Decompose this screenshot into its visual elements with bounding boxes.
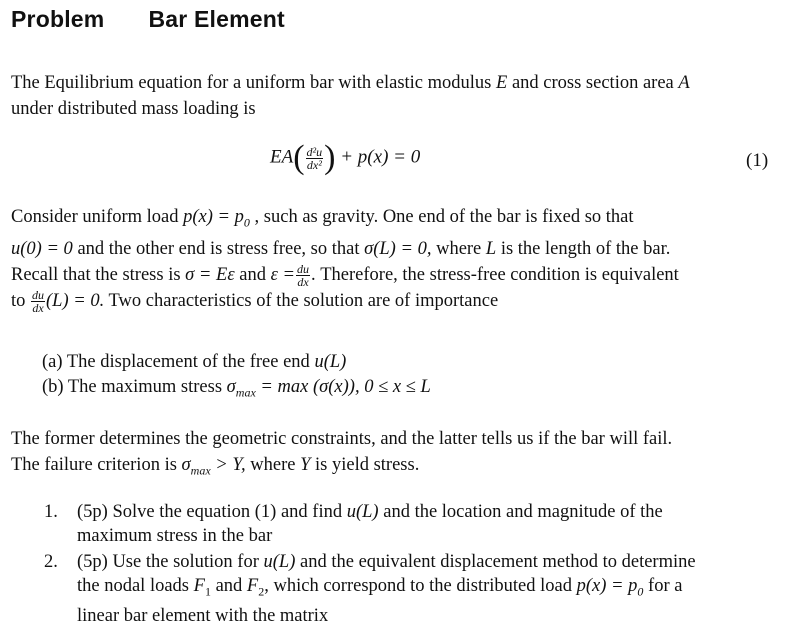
intro-paragraph [11, 70, 781, 122]
question-2: (5p) Use the solution for u(L) and the equivalent displacement method to determine the nodal loads $F_1$ and $F_2$, which correspond to the distributed load $p(x) = p_0$ for a linear bar element with the matrix [77, 552, 696, 626]
intro-text-1: The Equilibrium equation for a uniform bar with elastic modulus [11, 73, 497, 93]
equation-1: EA( $\frac{\text{d²u}}{\text{dx²}}$ ) + p(x) = 0 [270, 139, 421, 176]
eq-lhs: EA [270, 146, 294, 168]
item-a: (a) The displacement of the free end u(L) [42, 352, 347, 372]
intro-text-3: under distributed mass loading is [11, 99, 256, 119]
question-2-number: 2. [44, 552, 58, 572]
title-bar-element: Bar Element [148, 6, 285, 32]
eq-rhs: + p(x) = 0 [340, 146, 421, 168]
du-dx-fraction: $\frac{du}{dx}$ [297, 261, 309, 289]
title-problem: Problem [11, 6, 105, 32]
load-paragraph: Consider uniform load $p(x) = p_0$ , such as gravity. One end of the bar is fixed so that u(0) = 0 and the other end is stress free, so that σ(L) = 0, where L is the length of the bar. Recall that the stress is σ = Eε and ε = $\frac{du}{dx}$ . Therefore, the stress-free condition is equivalent to $\frac{du}{dx}$ (L) = 0. Two characteristics of the solution are of importance [11, 207, 679, 316]
failure-paragraph: The former determines the geometric constraints, and the latter tells us if the bar will fail. The failure criterion is $\sigma_{max} > Y$, where Y is yield stress. [11, 429, 673, 478]
question-1: (5p) Solve the equation (1) and find u(L) and the location and magnitude of the maximum stress in the bar [77, 502, 663, 546]
question-1-number: 1. [44, 502, 58, 522]
var-E: E [496, 73, 508, 93]
intro-text-2: and cross section area [507, 73, 679, 93]
item-b: (b) The maximum stress $\sigma_{max} = \max (\sigma(x))$, 0 ≤ x ≤ L [42, 377, 431, 400]
eq-fraction: $\frac{\text{d²u}}{\text{dx²}}$ [306, 144, 323, 172]
du-dx-fraction-2: $\frac{du}{dx}$ [32, 288, 45, 316]
equation-number: (1) [746, 150, 769, 171]
page-title [11, 6, 285, 33]
var-A: A [678, 73, 690, 93]
